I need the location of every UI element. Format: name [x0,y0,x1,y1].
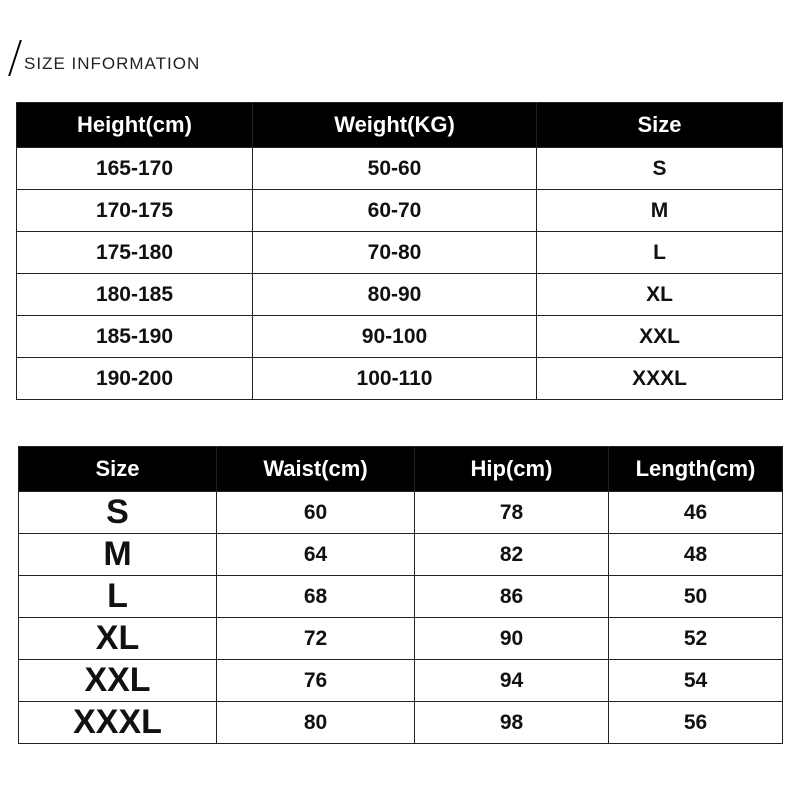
size-cell: M [537,190,783,232]
waist-cell: 64 [217,534,415,576]
table-row [19,660,783,702]
hip-cell: 90 [415,618,609,660]
weight-cell: 90-100 [253,316,537,358]
size-cell: L [19,576,217,618]
table-row [17,274,783,316]
table-row [19,534,783,576]
size-cell: XXXL [19,702,217,744]
length-cell: 56 [609,702,783,744]
length-cell: 52 [609,618,783,660]
length-cell: 54 [609,660,783,702]
waist-cell: 60 [217,492,415,534]
hip-cell: 78 [415,492,609,534]
length-cell: 50 [609,576,783,618]
table-row [17,232,783,274]
table-row [19,576,783,618]
hip-cell: 82 [415,534,609,576]
height-cell: 185-190 [17,316,253,358]
column-header-weight: Weight(KG) [253,103,537,148]
table-header-row [17,103,783,148]
height-cell: 165-170 [17,148,253,190]
size-cell: XL [19,618,217,660]
hip-cell: 86 [415,576,609,618]
size-cell: XXL [19,660,217,702]
length-cell: 48 [609,534,783,576]
height-cell: 180-185 [17,274,253,316]
size-cell: XXXL [537,358,783,400]
waist-cell: 68 [217,576,415,618]
height-weight-size-table [16,102,783,400]
size-information-heading [14,36,200,76]
column-header-size: Size [537,103,783,148]
table-row [17,148,783,190]
column-header-size: Size [19,447,217,492]
size-cell: M [19,534,217,576]
size-cell: S [19,492,217,534]
weight-cell: 60-70 [253,190,537,232]
weight-cell: 70-80 [253,232,537,274]
weight-cell: 50-60 [253,148,537,190]
waist-cell: 72 [217,618,415,660]
size-measurements-table [18,446,783,744]
waist-cell: 76 [217,660,415,702]
hip-cell: 94 [415,660,609,702]
page-title: SIZE INFORMATION [24,54,201,73]
column-header-hip: Hip(cm) [415,447,609,492]
table-row [17,358,783,400]
column-header-length: Length(cm) [609,447,783,492]
height-cell: 170-175 [17,190,253,232]
height-cell: 175-180 [17,232,253,274]
waist-cell: 80 [217,702,415,744]
height-cell: 190-200 [17,358,253,400]
size-cell: XXL [537,316,783,358]
weight-cell: 80-90 [253,274,537,316]
size-cell: XL [537,274,783,316]
table-header-row [19,447,783,492]
table-row [19,618,783,660]
size-cell: S [537,148,783,190]
size-cell: L [537,232,783,274]
table-row [19,702,783,744]
weight-cell: 100-110 [253,358,537,400]
slash-divider-icon [8,40,22,76]
column-header-waist: Waist(cm) [217,447,415,492]
table-row [19,492,783,534]
table-row [17,190,783,232]
hip-cell: 98 [415,702,609,744]
column-header-height: Height(cm) [17,103,253,148]
length-cell: 46 [609,492,783,534]
table-row [17,316,783,358]
